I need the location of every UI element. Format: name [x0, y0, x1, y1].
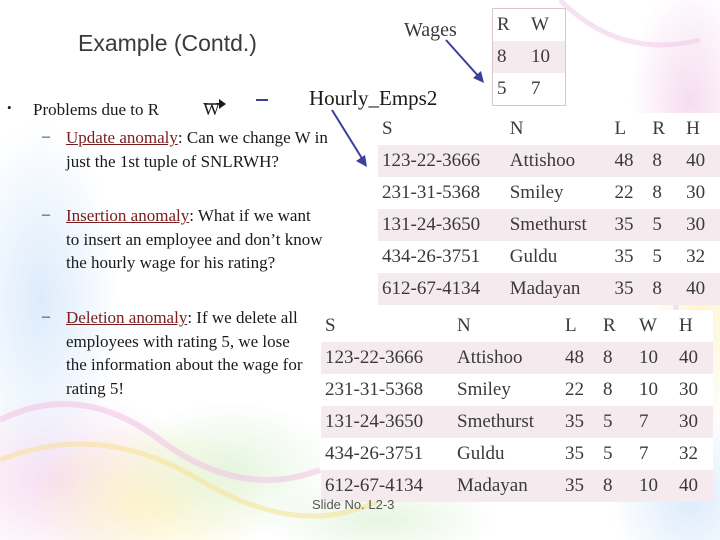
deletion-anomaly-item: [66, 306, 306, 400]
table-row: [378, 209, 720, 241]
table-header-cell: L: [610, 113, 648, 145]
table-row: [321, 374, 713, 406]
table-header-cell: R: [648, 113, 682, 145]
table-cell: Attishoo: [506, 145, 611, 177]
deletion-anomaly-term: Deletion anomaly: [66, 308, 188, 327]
table-cell: 40: [675, 342, 713, 374]
hourly-emps2-label: Hourly_Emps2: [309, 86, 438, 110]
table-cell: 8: [648, 145, 682, 177]
table-cell: 22: [610, 177, 648, 209]
table-cell: Attishoo: [453, 342, 561, 374]
table-cell: Guldu: [506, 241, 611, 273]
table-row: [378, 273, 720, 305]
table-cell: 5: [648, 241, 682, 273]
table-cell: 32: [682, 241, 720, 273]
table-cell: 35: [561, 470, 599, 502]
slide-number: Slide No. L2-3: [312, 497, 395, 512]
update-anomaly-term: Update anomaly: [66, 128, 178, 147]
table-cell: Smiley: [506, 177, 611, 209]
table-header-cell: H: [675, 310, 713, 342]
table-cell: 35: [610, 241, 648, 273]
table-cell: 5: [493, 73, 528, 106]
table-row: [378, 177, 720, 209]
table-cell: 10: [635, 342, 675, 374]
table-header-cell: H: [682, 113, 720, 145]
table-cell: 32: [675, 438, 713, 470]
table-header-cell: W: [531, 14, 549, 35]
table-cell: 612-67-4134: [321, 470, 453, 502]
update-anomaly-text: : Can we change W in just the 1st tuple of SNLRWH?: [66, 128, 328, 171]
table-cell: 30: [682, 177, 720, 209]
table-cell: 5: [648, 209, 682, 241]
table-cell: 231-31-5368: [321, 374, 453, 406]
table-header-cell: R: [599, 310, 635, 342]
table-cell: 35: [610, 209, 648, 241]
table-cell: 612-67-4134: [378, 273, 506, 305]
insertion-anomaly-term: Insertion anomaly: [66, 206, 190, 225]
table-cell: 5: [599, 406, 635, 438]
table-cell: 231-31-5368: [378, 177, 506, 209]
problems-w-symbol: W: [203, 99, 220, 119]
table-cell: 131-24-3650: [378, 209, 506, 241]
table-cell: 30: [675, 406, 713, 438]
table-cell: Madayan: [453, 470, 561, 502]
table-row: [378, 145, 720, 177]
table-cell: 8: [599, 470, 635, 502]
table-cell: 30: [682, 209, 720, 241]
dash-marker: –: [42, 128, 50, 145]
snlrwh-table: [321, 310, 713, 502]
table-cell: 8: [493, 41, 528, 73]
wages-table: [492, 8, 566, 106]
update-anomaly-item: [66, 126, 328, 173]
table-cell: 7: [635, 406, 675, 438]
dash-marker: –: [42, 206, 50, 223]
table-header-cell: R: [497, 14, 510, 35]
insertion-anomaly-item: [66, 204, 328, 275]
table-cell: 7: [635, 438, 675, 470]
table-cell: 35: [610, 273, 648, 305]
table-cell: Madayan: [506, 273, 611, 305]
table-cell: 40: [675, 470, 713, 502]
table-header-cell: N: [506, 113, 611, 145]
table-cell: 434-26-3751: [321, 438, 453, 470]
table-row: [493, 73, 566, 106]
table-cell: 8: [599, 374, 635, 406]
table-cell: Smethurst: [453, 406, 561, 438]
table-cell: 8: [648, 177, 682, 209]
table-cell: 22: [561, 374, 599, 406]
table-cell: Smiley: [453, 374, 561, 406]
deletion-anomaly-text: : If we delete all employees with rating 5, we lose the information about the wage for rating 5!: [66, 308, 303, 398]
table-cell: 10: [635, 374, 675, 406]
table-cell: 10: [527, 41, 566, 73]
table-cell: 131-24-3650: [321, 406, 453, 438]
bullet-marker: •: [7, 100, 12, 115]
table-cell: 35: [561, 438, 599, 470]
table-header-cell: S: [321, 310, 453, 342]
table-row: [493, 41, 566, 73]
table-cell: 48: [561, 342, 599, 374]
table-header-cell: W: [635, 310, 675, 342]
table-cell: 123-22-3666: [321, 342, 453, 374]
table-cell: 30: [675, 374, 713, 406]
table-cell: Guldu: [453, 438, 561, 470]
table-cell: Smethurst: [506, 209, 611, 241]
table-cell: 40: [682, 273, 720, 305]
table-row: [321, 438, 713, 470]
table-cell: 8: [599, 342, 635, 374]
table-header-cell: L: [561, 310, 599, 342]
insertion-anomaly-text: : What if we want to insert an employee and don’t know the hourly wage for his rating?: [66, 206, 323, 272]
table-cell: 7: [527, 73, 566, 106]
table-header-cell: S: [378, 113, 506, 145]
table-row: [321, 342, 713, 374]
table-cell: 434-26-3751: [378, 241, 506, 273]
dash-marker: –: [42, 308, 50, 325]
table-row: [378, 241, 720, 273]
table-cell: 35: [561, 406, 599, 438]
table-row: [321, 406, 713, 438]
table-header-cell: N: [453, 310, 561, 342]
table-cell: 48: [610, 145, 648, 177]
table-cell: 10: [635, 470, 675, 502]
table-cell: 5: [599, 438, 635, 470]
problems-intro: Problems due to R: [33, 100, 160, 119]
hourly-emps2-table: [378, 113, 720, 305]
table-cell: 40: [682, 145, 720, 177]
slide-title: Example (Contd.): [78, 30, 257, 56]
wages-label: Wages: [404, 19, 457, 41]
table-cell: 123-22-3666: [378, 145, 506, 177]
table-cell: 8: [648, 273, 682, 305]
